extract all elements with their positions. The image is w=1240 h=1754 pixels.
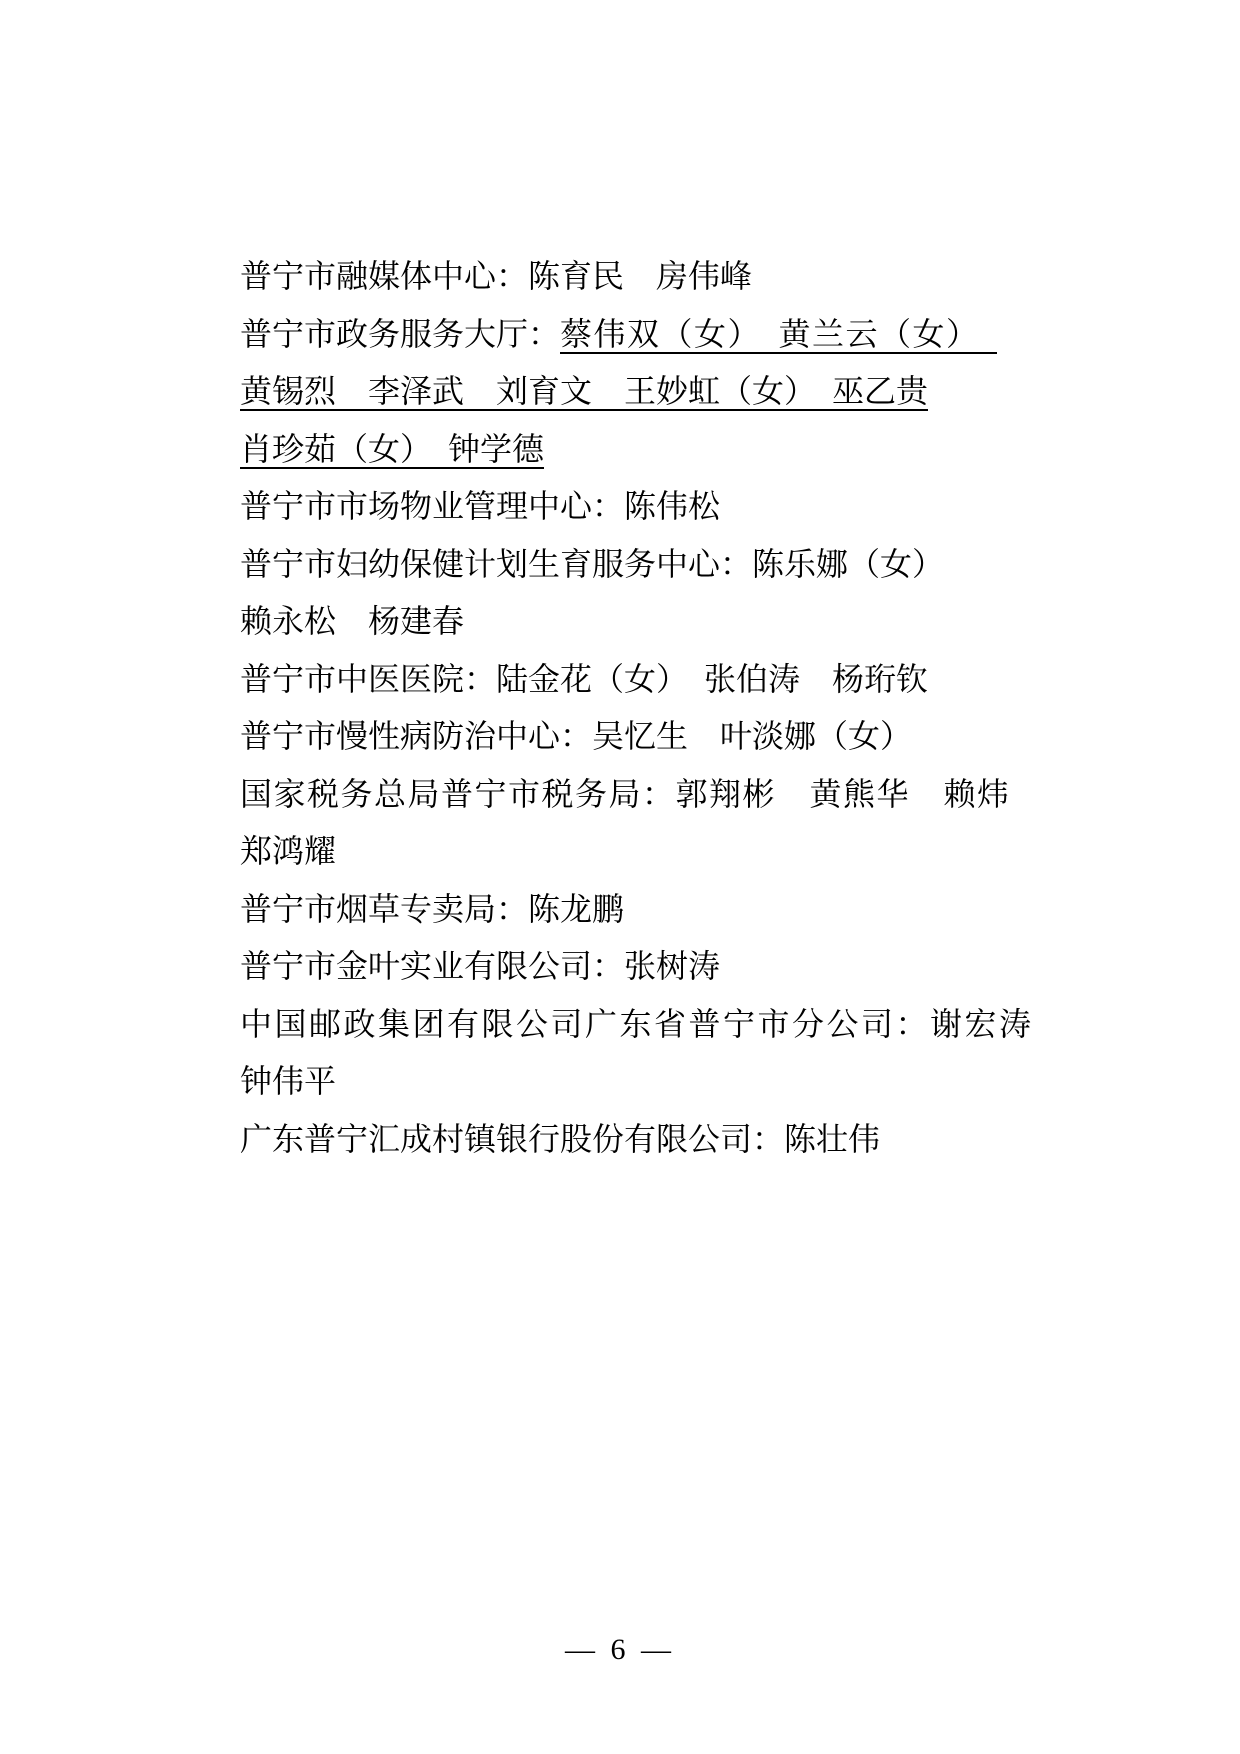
underlined-names: 黄锡烈 李泽武 刘育文 王妙虹（女） 巫乙贵: [240, 373, 929, 409]
document-body: [240, 248, 1100, 1168]
underlined-names: 肖珍茹（女） 钟学德: [240, 430, 545, 467]
document-line: [240, 248, 1100, 306]
text-segment: 普宁市慢性病防治中心：吴忆生 叶淡娜（女）: [240, 718, 913, 754]
text-segment: 普宁市融媒体中心：陈育民 房伟峰: [240, 258, 753, 294]
text-segment: 广东普宁汇成村镇银行股份有限公司：陈壮伟: [240, 1120, 881, 1157]
text-segment: 钟伟平: [240, 1063, 337, 1099]
document-line: [240, 881, 1100, 939]
document-line: [240, 938, 1100, 996]
text-segment: 普宁市中医医院：陆金花（女） 张伯涛 杨珩钦: [240, 660, 929, 697]
document-line: [240, 421, 1100, 479]
document-line: [240, 536, 1100, 594]
text-segment: 普宁市市场物业管理中心：陈伟松: [240, 488, 721, 524]
document-line: [240, 1053, 1100, 1111]
text-segment: 普宁市妇幼保健计划生育服务中心：陈乐娜（女）: [240, 545, 945, 582]
text-segment: 普宁市政务服务大厅：: [240, 315, 561, 352]
document-line: [240, 996, 1100, 1054]
text-segment: 普宁市金叶实业有限公司：张树涛: [240, 948, 721, 984]
underlined-names: 蔡伟双（女） 黄兰云（女）: [560, 315, 998, 352]
text-segment: 中国邮政集团有限公司广东省普宁市分公司：谢宏涛: [240, 1005, 1034, 1042]
document-line: [240, 651, 1100, 709]
text-segment: 普宁市烟草专卖局：陈龙鹏: [240, 890, 625, 927]
text-segment: 国家税务总局普宁市税务局：郭翔彬 黄熊华 赖炜: [240, 775, 1011, 812]
text-segment: 赖永松 杨建春: [240, 603, 465, 639]
document-line: [240, 1111, 1100, 1169]
document-line: [240, 766, 1100, 824]
document-line: [240, 363, 1100, 421]
text-segment: 郑鸿耀: [240, 833, 337, 869]
page-number: — 6 —: [565, 1633, 675, 1666]
page-footer: [0, 1630, 1240, 1670]
document-line: [240, 708, 1100, 766]
document-line: [240, 823, 1100, 881]
document-line: [240, 593, 1100, 651]
document-line: [240, 306, 1100, 364]
document-line: [240, 478, 1100, 536]
